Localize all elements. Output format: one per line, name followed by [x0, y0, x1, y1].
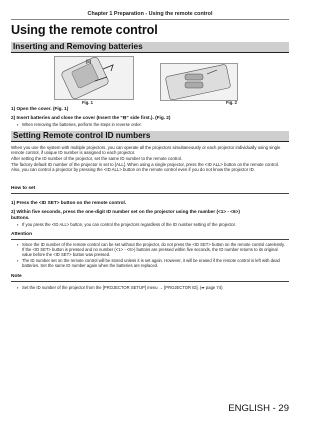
figure-1-open-cover [54, 56, 134, 100]
step-press-number-cont: buttons. [11, 215, 30, 220]
section-heading-text: Setting Remote control ID numbers [13, 131, 151, 140]
paragraph-multiple-projectors: When you use the system with multiple projectors, you can operate all the projectors simultaneously or each projector individually using single remote control, if unique ID number is assigned to each projector. [11, 145, 281, 156]
attention-heading: Attention [11, 232, 33, 237]
figure-2-insert-batteries [160, 63, 238, 101]
chapter-header: Chapter 1 Preparation - Using the remote control [87, 11, 213, 17]
section-rule [11, 141, 289, 142]
attention-rule [11, 239, 289, 240]
section-rule [11, 52, 289, 53]
step-open-cover: 1) Open the cover. (Fig. 1) [11, 106, 69, 111]
step-press-number: 2) Within five seconds, press the one-digit ID number set on the projector using the number (<1> - <6>) [11, 209, 240, 214]
step-press-id-set: 1) Press the <ID SET> button on the remote control. [11, 200, 127, 205]
id-all-note: ▪ If you press the <ID ALL> button, you can control the projectors regardless of the ID number setting of the projector. [22, 222, 288, 227]
how-to-set-heading: How to set [11, 186, 36, 191]
battery-illustration [161, 64, 237, 100]
section-heading-batteries [11, 42, 289, 52]
remote-cover-illustration [55, 57, 133, 99]
how-to-set-rule [11, 193, 289, 194]
page-title: Using the remote control [11, 23, 158, 37]
paragraph-factory-default: The factory default ID number of the projector is set to [ALL]. When using a single projector, press the <ID ALL> button on the remote control. Also, you can control a projector by pressing the <ID ALL> button on the remote control even if you do not know the projector ID. [11, 162, 279, 173]
paragraph-set-same-id: After setting the ID number of the projector, set the same ID number to the remote control. [11, 156, 183, 161]
step-insert-batteries: 2) Insert batteries and close the cover (Insert the "⊟" side first.). (Fig. 2) [11, 115, 171, 120]
section-heading-text: Inserting and Removing batteries [13, 42, 143, 51]
header-rule [11, 19, 289, 20]
section-heading-id-numbers [11, 131, 289, 141]
attention-item-2: ▪ The ID number set on the remote control will be stored unless it is set again. However, it will be erased if the remote control is left with dead batteries. Set the same ID number again when the batteries are replaced. [22, 258, 288, 268]
attention-item-1: ▪ Since the ID number of the remote control can be set without the projector, do not press the <ID SET> button on the remote control carelessly. If the <ID SET> button is pressed and no number (<1> - <6>) buttons are pressed within five seconds, the ID number returns to its original value before the <ID SET> button was pressed. [22, 242, 288, 258]
figure-2-label: Fig. 2 [226, 100, 237, 105]
figure-1-callout: (ii) [86, 59, 92, 64]
note-heading: Note [11, 274, 22, 279]
page-number: ENGLISH - 29 [228, 403, 289, 414]
note-rule [11, 281, 289, 282]
battery-removal-note: ▪ When removing the batteries, perform the steps in reverse order. [22, 122, 288, 127]
note-item: ▪ Set the ID number of the projector from the [PROJECTOR SETUP] menu → [PROJECTOR ID]. (➡ page 74) [22, 285, 288, 290]
figure-1-label: Fig. 1 [82, 100, 93, 105]
